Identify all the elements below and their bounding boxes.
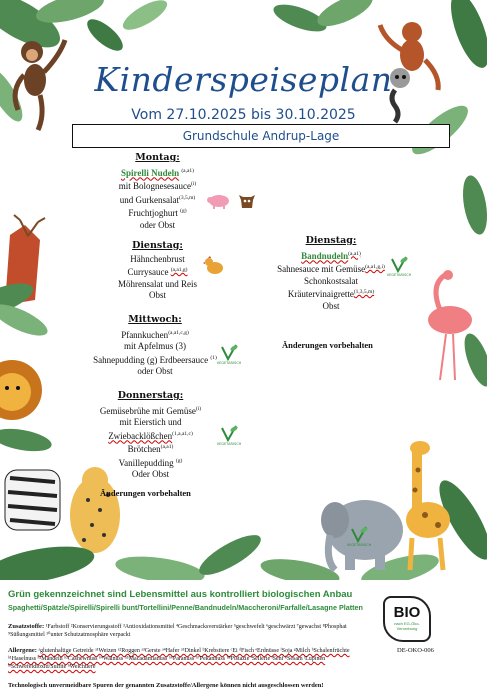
menu-line: Currysauce bbox=[127, 267, 169, 277]
allergen-code: (1,3,5,m) bbox=[353, 289, 375, 295]
menu-line: Sahnesauce mit Gemüse bbox=[277, 264, 366, 274]
bio-seal-subtext: nach EG-Öko-Verordnung bbox=[394, 621, 420, 631]
dish-organic: Bandnudeln bbox=[301, 250, 349, 261]
allergen-code: (1,a,a1,c) bbox=[172, 430, 193, 437]
pig-icon bbox=[206, 192, 232, 210]
day-thursday bbox=[78, 390, 223, 481]
control-number: DE-OKO-006 bbox=[397, 647, 434, 654]
school-name-box: Grundschule Andrup-Lage bbox=[72, 124, 450, 148]
allergen-code: (3,5,m) bbox=[179, 194, 196, 201]
chicken-icon bbox=[203, 255, 225, 277]
allergen-code: (1) bbox=[210, 354, 217, 361]
menu-line: Obst bbox=[322, 300, 340, 311]
svg-text:VEGETARISCH: VEGETARISCH bbox=[216, 442, 242, 446]
notice-right: Änderungen vorbehalten bbox=[282, 340, 373, 350]
menu-line: Hähnchenbrust bbox=[130, 253, 185, 264]
menu-line: oder Obst bbox=[139, 219, 176, 230]
menu-line: Vanillepudding bbox=[118, 457, 174, 468]
day-right-column bbox=[262, 235, 400, 312]
bio-seal-logo bbox=[383, 596, 431, 642]
allergen-code: (a,a1,g,i) bbox=[365, 264, 385, 270]
bio-seal-word: BIO bbox=[393, 604, 421, 621]
page-title: Kinderspeiseplan bbox=[94, 60, 393, 99]
svg-text:VEGETARISCH: VEGETARISCH bbox=[386, 273, 412, 277]
day-name: Donnerstag: bbox=[117, 390, 184, 401]
deer-illustration bbox=[0, 215, 51, 342]
menu-line: Zwiebacklößchen bbox=[108, 430, 173, 441]
allergen-code: (a,a1,g) bbox=[170, 267, 188, 273]
notice-left: Änderungen vorbehalten bbox=[100, 488, 191, 498]
allergen-code: (a,a1) bbox=[160, 444, 174, 450]
menu-line: oder Obst bbox=[137, 366, 173, 376]
traces-disclaimer: Technologisch unvermeidbare Spuren der genannten Zusatzstoffe/Allergene können nicht ausgeschlossen werden! bbox=[8, 682, 324, 689]
menu-line: mit Eierstich und bbox=[119, 417, 182, 427]
menu-line: Brötchen bbox=[127, 444, 161, 454]
day-name: Mittwoch: bbox=[128, 314, 182, 325]
menu-line: Sahnepudding (g) Erdbeersauce bbox=[93, 354, 209, 365]
additives-legend bbox=[8, 623, 378, 639]
vegetarian-badge-icon bbox=[348, 525, 370, 547]
additives-text: ¹Farbstoff ²Konservierungsstoff ³Antioxidationsmittel ⁴Geschmacksverstärker ⁵geschwefelt ⁶geschwärzt ⁷gewachst ⁸Phosphat ⁹Süßungsmittel ¹⁰unter Schutzatmosphäre verpackt bbox=[8, 624, 347, 638]
vegetarian-badge-icon bbox=[218, 343, 240, 365]
menu-line: Obst bbox=[148, 290, 166, 300]
day-name: Montag: bbox=[135, 152, 180, 163]
menu-line: Schonkostsalat bbox=[304, 275, 358, 286]
day-name: Dienstag: bbox=[132, 240, 183, 251]
organic-headline: Grün gekennzeichnet sind Lebensmittel aus kontrolliert biologischen Anbau bbox=[8, 589, 353, 600]
menu-line: Kräutervinaigrette bbox=[287, 289, 354, 299]
day-wednesday bbox=[70, 314, 240, 378]
allergens-text: ᵃglutenhaltige Getreide ᵃ¹Weizen ᵃ²Roggen ᵃ³Gerste ᵃ⁴Hafer ᵃ⁵Dinkel ᵇKrebstiere ᶜEi ᵈFisch ᵉErdnüsse ᶠSoja ᵍMilch ʰSchalenfrüchte ʰ¹Haselnuss ʰ²Mandeln ʰ³Cashewnuss ʰ⁴Walnuss ʰ⁵Macadamianuss ʰ⁶Paranuss ʰ⁷Pekannuss ʰ⁸Pistazie ⁱSellerie ʲSenf ᵏSesam ˡLupinen ᵐSchwefeldioxid/Sulfite ⁿWeichtiere bbox=[8, 648, 350, 670]
lion-illustration bbox=[0, 360, 53, 455]
allergen-code: (i) bbox=[195, 405, 202, 412]
allergen-code: (a,a1) bbox=[348, 250, 361, 257]
menu-line: mit Bolognesesauce bbox=[118, 181, 192, 191]
svg-text:VEGETARISCH: VEGETARISCH bbox=[216, 361, 242, 365]
dish-organic: Spirelli Nudeln bbox=[120, 167, 180, 178]
additives-label: Zusatzstoffe: bbox=[8, 623, 45, 630]
allergen-code: (g) bbox=[175, 457, 183, 464]
date-range: Vom 27.10.2025 bis 30.10.2025 bbox=[131, 107, 356, 123]
allergen-code: (a,a1) bbox=[181, 167, 195, 174]
menu-line: Pfannkuchen bbox=[121, 329, 169, 340]
allergen-code: (g) bbox=[180, 208, 187, 214]
flamingo-illustration bbox=[428, 270, 487, 390]
menu-line: Fruchtjoghurt bbox=[128, 208, 178, 218]
allergen-code: (i) bbox=[191, 181, 197, 187]
vegetarian-badge-icon bbox=[388, 255, 410, 277]
svg-text:VEGETARISCH: VEGETARISCH bbox=[346, 543, 372, 547]
vegetarian-badge-icon bbox=[218, 424, 240, 446]
cow-icon bbox=[236, 190, 258, 212]
organic-products-list: Spaghetti/Spätzle/Spirelli/Spirelli bunt/Tortellini/Penne/Bandnudeln/Maccheroni/Farfalle/Lasagne Platten bbox=[8, 603, 363, 612]
menu-line: mit Apfelmus (3) bbox=[124, 341, 186, 351]
allergens-label: Allergene: bbox=[8, 647, 37, 654]
zebra-illustration bbox=[5, 470, 60, 530]
menu-line: Gemüsebrühe mit Gemüse bbox=[99, 405, 196, 416]
allergen-code: (a,a1,c,g) bbox=[168, 329, 189, 336]
allergens-legend bbox=[8, 647, 378, 671]
menu-line: Möhrensalat und Reis bbox=[118, 278, 197, 289]
menu-line: und Gurkensalat bbox=[119, 194, 180, 205]
menu-line: Oder Obst bbox=[131, 469, 170, 479]
day-name: Dienstag: bbox=[305, 235, 357, 246]
